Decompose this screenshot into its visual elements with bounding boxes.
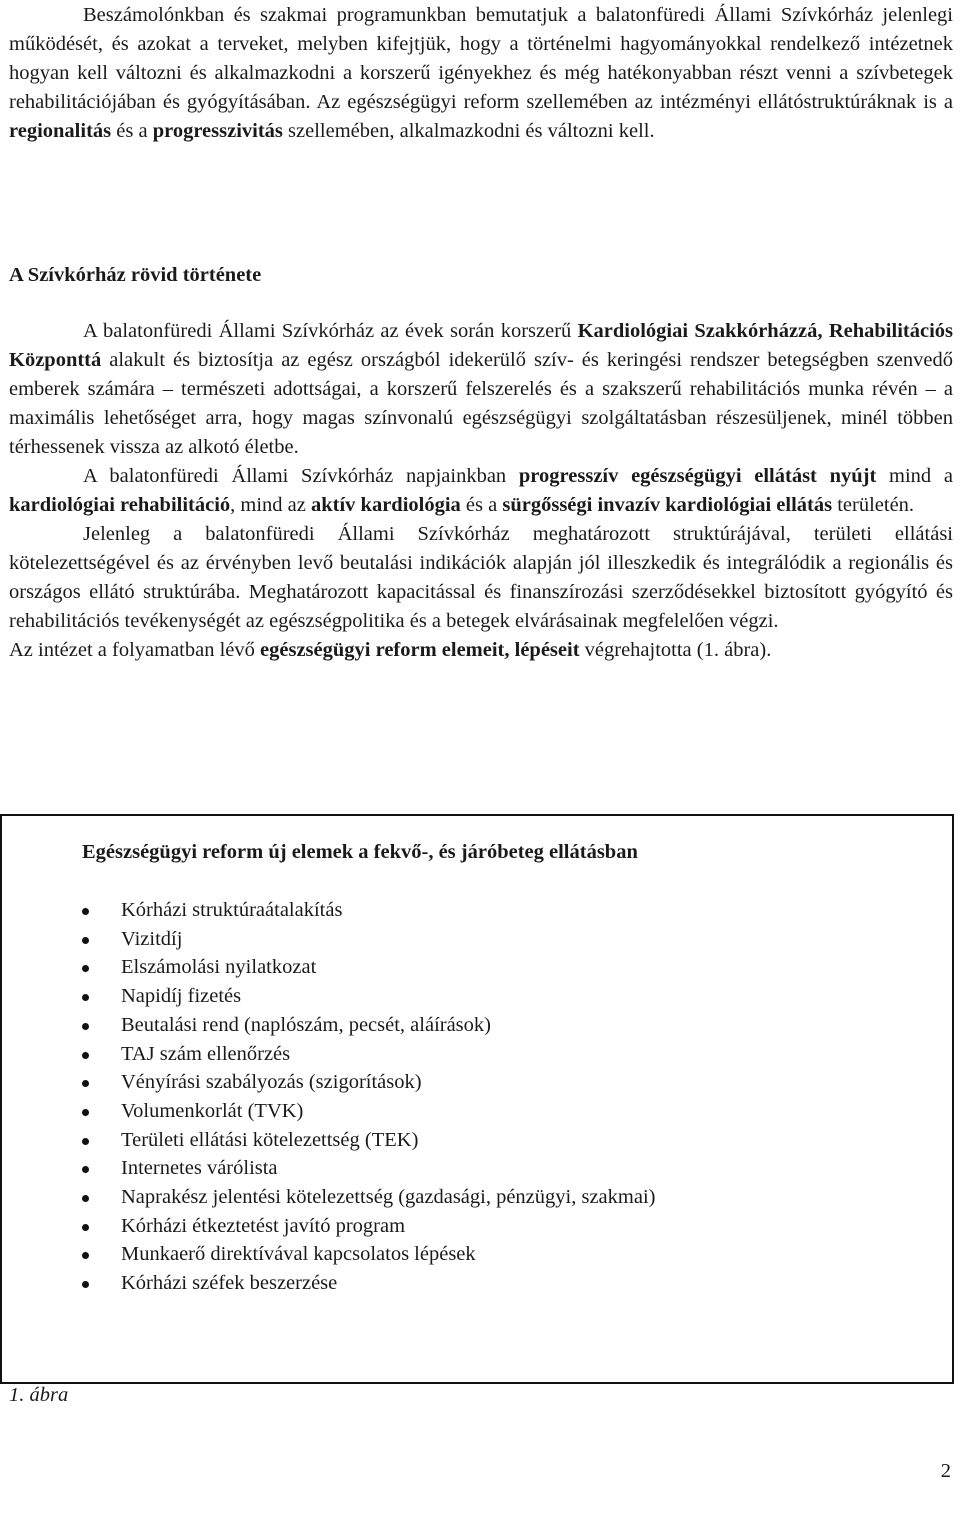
list-item: Napidíj fizetés bbox=[82, 982, 655, 1011]
section-heading: A Szívkórház rövid története bbox=[9, 264, 262, 286]
list-item: Kórházi étkeztetést javító program bbox=[82, 1212, 655, 1241]
figure-title: Egészségügyi reform új elemek a fekvő-, és járóbeteg ellátásban bbox=[82, 841, 638, 863]
list-item: TAJ szám ellenőrzés bbox=[82, 1040, 655, 1069]
history-paragraph-2: A balatonfüredi Állami Szívkórház napjainkban progresszív egészségügyi ellátást nyújt mind a kardiológiai rehabilitáció, mind az aktív kardiológia és a sürgősségi invazív kardiológiai ellátás területén. bbox=[9, 465, 953, 516]
figure-caption: 1. ábra bbox=[9, 1384, 69, 1406]
history-paragraph-1: A balatonfüredi Állami Szívkórház az évek során korszerű Kardiológiai Szakkórházzá, Rehabilitációs Központtá alakult és biztosítja az egész országból idekerülő szív- és keringési rendszer betegségben szenvedő emberek számára – természeti adottságai, a korszerű felszerelés és a szakszerű rehabilitációs munka révén – a maximális lehetőséget arra, hogy magas színvonalú egészségügyi szolgáltatásban részesüljenek, minél többen térhessenek vissza az alkotó életbe. bbox=[9, 320, 953, 458]
list-item: Internetes várólista bbox=[82, 1154, 655, 1183]
page-number: 2 bbox=[940, 1460, 951, 1482]
list-item: Volumenkorlát (TVK) bbox=[82, 1097, 655, 1126]
history-paragraph-4: Az intézet a folyamatban lévő egészségügyi reform elemeit, lépéseit végrehajtotta (1. ábra). bbox=[9, 639, 772, 661]
list-item: Naprakész jelentési kötelezettség (gazdasági, pénzügyi, szakmai) bbox=[82, 1183, 655, 1212]
list-item: Munkaerő direktívával kapcsolatos lépések bbox=[82, 1240, 655, 1269]
list-item: Elszámolási nyilatkozat bbox=[82, 953, 655, 982]
list-item: Kórházi struktúraátalakítás bbox=[82, 896, 655, 925]
intro-paragraph: Beszámolónkban és szakmai programunkban bemutatjuk a balatonfüredi Állami Szívkórház jelenlegi működését, és azokat a terveket, melyben kifejtjük, hogy a történelmi hagyományokkal rendelkező intézetnek hogyan kell változni és alkalmazkodni a korszerű igényekhez és még hatékonyabban részt venni a szívbetegek rehabilitációjában és gyógyításában. Az egészségügyi reform szellemében az intézményi ellátóstruktúráknak is a regionalitás és a progresszivitás szellemében, alkalmazkodni és változni kell. bbox=[9, 4, 953, 142]
list-item: Vényírási szabályozás (szigorítások) bbox=[82, 1068, 655, 1097]
reform-elements-list bbox=[82, 896, 655, 1298]
list-item: Kórházi széfek beszerzése bbox=[82, 1269, 655, 1298]
history-paragraph-3: Jelenleg a balatonfüredi Állami Szívkórház meghatározott struktúrájával, területi ellátási kötelezettségével és az érvényben levő beutalási indikációk alapján jól illeszkedik és integrálódik a regionális és országos ellátó struktúrába. Meghatározott kapacitással és finanszírozási szerződésekkel biztosított gyógyító és rehabilitációs tevékenységét az egészségpolitika és a betegek elvárásainak megfelelően végzi. bbox=[9, 523, 953, 632]
list-item: Beutalási rend (naplószám, pecsét, aláírások) bbox=[82, 1011, 655, 1040]
list-item: Vizitdíj bbox=[82, 925, 655, 954]
history-section bbox=[9, 317, 953, 665]
figure-box bbox=[0, 814, 954, 1384]
list-item: Területi ellátási kötelezettség (TEK) bbox=[82, 1126, 655, 1155]
